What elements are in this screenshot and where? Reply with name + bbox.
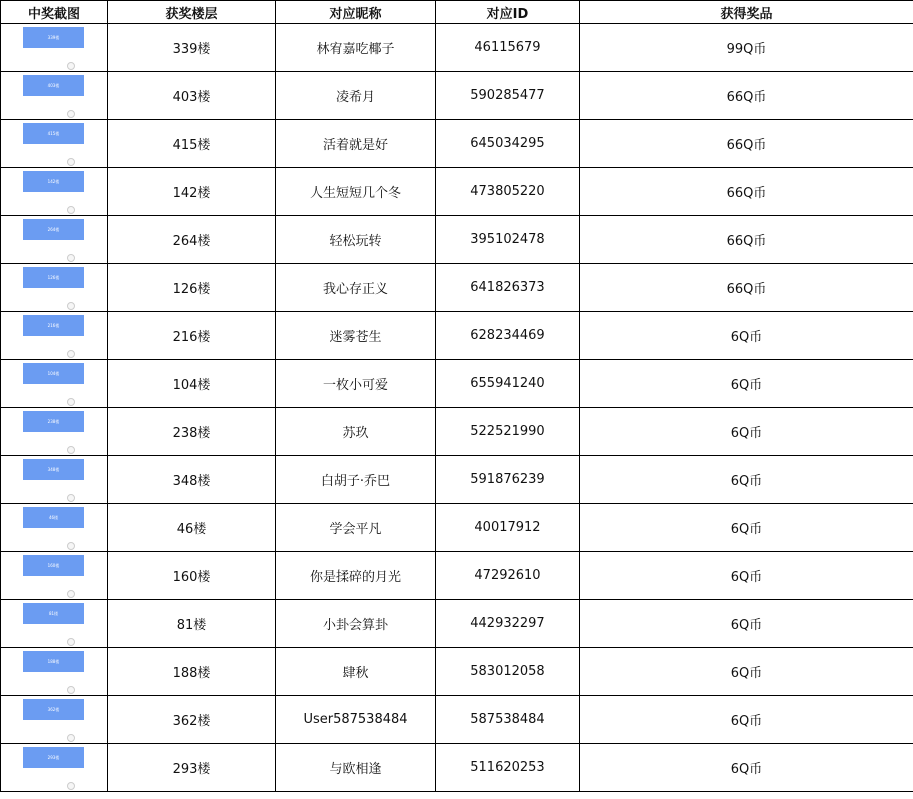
floor-cell: 403楼	[108, 72, 276, 120]
nickname-cell: 苏玖	[276, 408, 436, 456]
floor-cell: 188楼	[108, 648, 276, 696]
thumbnail-toggle-icon	[67, 350, 75, 358]
thumbnail-toggle-icon	[67, 590, 75, 598]
id-cell: 645034295	[436, 120, 580, 168]
table-row	[1, 72, 913, 120]
thumbnail-toggle-icon	[67, 206, 75, 214]
prize-cell: 6Q币	[580, 360, 913, 408]
prize-cell: 66Q币	[580, 216, 913, 264]
nickname-cell: 一枚小可爱	[276, 360, 436, 408]
thumbnail-toggle-icon	[67, 734, 75, 742]
thumbnail-toggle-icon	[67, 494, 75, 502]
screenshot-cell	[1, 24, 108, 72]
id-cell: 628234469	[436, 312, 580, 360]
thumbnail-toggle-icon	[67, 542, 75, 550]
floor-cell: 293楼	[108, 744, 276, 792]
thumbnail-line	[23, 773, 83, 777]
thumbnail-floor-banner: 362楼	[23, 699, 84, 720]
thumbnail-floor-banner: 160楼	[23, 555, 84, 576]
header-id: 对应ID	[436, 1, 580, 24]
id-cell: 590285477	[436, 72, 580, 120]
id-cell: 46115679	[436, 24, 580, 72]
screenshot-cell	[1, 264, 108, 312]
thumbnail-toggle-icon	[67, 686, 75, 694]
prize-cell: 6Q币	[580, 456, 913, 504]
thumbnail-floor-banner: 293楼	[23, 747, 84, 768]
table-row	[1, 168, 913, 216]
winning-screenshot-thumbnail[interactable]	[21, 363, 85, 405]
table-row	[1, 648, 913, 696]
floor-cell: 339楼	[108, 24, 276, 72]
nickname-cell: 白胡子·乔巴	[276, 456, 436, 504]
id-cell: 511620253	[436, 744, 580, 792]
nickname-cell: 活着就是好	[276, 120, 436, 168]
screenshot-cell	[1, 216, 108, 264]
table-row	[1, 552, 913, 600]
prize-cell: 66Q币	[580, 72, 913, 120]
table-row	[1, 408, 913, 456]
winning-screenshot-thumbnail[interactable]	[21, 171, 85, 213]
thumbnail-line	[23, 725, 83, 729]
thumbnail-line	[23, 149, 83, 153]
nickname-cell: 小卦会算卦	[276, 600, 436, 648]
screenshot-cell	[1, 696, 108, 744]
thumbnail-line	[23, 629, 83, 633]
table-row	[1, 312, 913, 360]
prize-cell: 6Q币	[580, 552, 913, 600]
floor-cell: 126楼	[108, 264, 276, 312]
nickname-cell: 凌希月	[276, 72, 436, 120]
floor-cell: 142楼	[108, 168, 276, 216]
nickname-cell: 人生短短几个冬	[276, 168, 436, 216]
screenshot-cell	[1, 312, 108, 360]
id-cell: 473805220	[436, 168, 580, 216]
thumbnail-floor-banner: 403楼	[23, 75, 84, 96]
table-row	[1, 24, 913, 72]
prize-cell: 6Q币	[580, 744, 913, 792]
screenshot-cell	[1, 120, 108, 168]
winning-screenshot-thumbnail[interactable]	[21, 27, 85, 69]
screenshot-cell	[1, 408, 108, 456]
header-screenshot: 中奖截图	[1, 1, 108, 24]
id-cell: 583012058	[436, 648, 580, 696]
thumbnail-line	[23, 53, 83, 57]
header-floor: 获奖楼层	[108, 1, 276, 24]
id-cell: 40017912	[436, 504, 580, 552]
nickname-cell: 轻松玩转	[276, 216, 436, 264]
id-cell: 442932297	[436, 600, 580, 648]
table-row	[1, 696, 913, 744]
prize-cell: 6Q币	[580, 696, 913, 744]
nickname-cell: 我心存正义	[276, 264, 436, 312]
table-row	[1, 456, 913, 504]
winning-screenshot-thumbnail[interactable]	[21, 603, 85, 645]
floor-cell: 362楼	[108, 696, 276, 744]
winning-screenshot-thumbnail[interactable]	[21, 411, 85, 453]
screenshot-cell	[1, 504, 108, 552]
thumbnail-toggle-icon	[67, 446, 75, 454]
prize-cell: 6Q币	[580, 312, 913, 360]
thumbnail-line	[23, 533, 83, 537]
table-row	[1, 600, 913, 648]
nickname-cell: 林宥嘉吃椰子	[276, 24, 436, 72]
thumbnail-toggle-icon	[67, 158, 75, 166]
thumbnail-line	[23, 197, 83, 201]
floor-cell: 81楼	[108, 600, 276, 648]
table-row	[1, 216, 913, 264]
prize-cell: 6Q币	[580, 408, 913, 456]
thumbnail-line	[23, 389, 83, 393]
winning-screenshot-thumbnail[interactable]	[21, 75, 85, 117]
thumbnail-toggle-icon	[67, 398, 75, 406]
thumbnail-toggle-icon	[67, 302, 75, 310]
screenshot-cell	[1, 72, 108, 120]
winning-screenshot-thumbnail[interactable]	[21, 651, 85, 693]
header-row	[1, 1, 913, 24]
nickname-cell: 迷雾苍生	[276, 312, 436, 360]
prize-cell: 6Q币	[580, 648, 913, 696]
winning-screenshot-thumbnail[interactable]	[21, 555, 85, 597]
prize-cell: 66Q币	[580, 120, 913, 168]
thumbnail-floor-banner: 415楼	[23, 123, 84, 144]
thumbnail-toggle-icon	[67, 638, 75, 646]
thumbnail-floor-banner: 339楼	[23, 27, 84, 48]
thumbnail-floor-banner: 264楼	[23, 219, 84, 240]
thumbnail-floor-banner: 238楼	[23, 411, 84, 432]
winning-screenshot-thumbnail[interactable]	[21, 267, 85, 309]
winning-screenshot-thumbnail[interactable]	[21, 219, 85, 261]
winning-screenshot-thumbnail[interactable]	[21, 747, 85, 789]
table-row	[1, 264, 913, 312]
prize-cell: 99Q币	[580, 24, 913, 72]
thumbnail-line	[23, 293, 83, 297]
table-row	[1, 744, 913, 792]
prize-cell: 6Q币	[580, 600, 913, 648]
thumbnail-line	[23, 485, 83, 489]
prize-cell: 66Q币	[580, 264, 913, 312]
table-row	[1, 504, 913, 552]
thumbnail-line	[23, 101, 83, 105]
nickname-cell: 与欧相逢	[276, 744, 436, 792]
thumbnail-floor-banner: 81楼	[23, 603, 84, 624]
winning-screenshot-thumbnail[interactable]	[21, 123, 85, 165]
thumbnail-floor-banner: 46楼	[23, 507, 84, 528]
nickname-cell: 肆秋	[276, 648, 436, 696]
floor-cell: 216楼	[108, 312, 276, 360]
thumbnail-toggle-icon	[67, 254, 75, 262]
thumbnail-line	[23, 245, 83, 249]
screenshot-cell	[1, 744, 108, 792]
id-cell: 587538484	[436, 696, 580, 744]
header-nickname: 对应昵称	[276, 1, 436, 24]
floor-cell: 238楼	[108, 408, 276, 456]
prize-cell: 6Q币	[580, 504, 913, 552]
id-cell: 655941240	[436, 360, 580, 408]
id-cell: 591876239	[436, 456, 580, 504]
floor-cell: 160楼	[108, 552, 276, 600]
winning-screenshot-thumbnail[interactable]	[21, 459, 85, 501]
thumbnail-floor-banner: 216楼	[23, 315, 84, 336]
nickname-cell: User587538484	[276, 696, 436, 744]
thumbnail-floor-banner: 104楼	[23, 363, 84, 384]
thumbnail-toggle-icon	[67, 110, 75, 118]
id-cell: 47292610	[436, 552, 580, 600]
prize-cell: 66Q币	[580, 168, 913, 216]
floor-cell: 104楼	[108, 360, 276, 408]
floor-cell: 415楼	[108, 120, 276, 168]
table-row	[1, 360, 913, 408]
screenshot-cell	[1, 648, 108, 696]
thumbnail-floor-banner: 126楼	[23, 267, 84, 288]
thumbnail-floor-banner: 188楼	[23, 651, 84, 672]
thumbnail-line	[23, 677, 83, 681]
thumbnail-floor-banner: 348楼	[23, 459, 84, 480]
thumbnail-toggle-icon	[67, 782, 75, 790]
thumbnail-line	[23, 341, 83, 345]
table-row	[1, 120, 913, 168]
id-cell: 395102478	[436, 216, 580, 264]
nickname-cell: 你是揉碎的月光	[276, 552, 436, 600]
thumbnail-line	[23, 437, 83, 441]
nickname-cell: 学会平凡	[276, 504, 436, 552]
screenshot-cell	[1, 456, 108, 504]
header-prize: 获得奖品	[580, 1, 913, 24]
thumbnail-toggle-icon	[67, 62, 75, 70]
floor-cell: 46楼	[108, 504, 276, 552]
screenshot-cell	[1, 600, 108, 648]
id-cell: 522521990	[436, 408, 580, 456]
thumbnail-floor-banner: 142楼	[23, 171, 84, 192]
floor-cell: 264楼	[108, 216, 276, 264]
screenshot-cell	[1, 552, 108, 600]
screenshot-cell	[1, 168, 108, 216]
winning-screenshot-thumbnail[interactable]	[21, 315, 85, 357]
thumbnail-line	[23, 581, 83, 585]
winning-screenshot-thumbnail[interactable]	[21, 507, 85, 549]
winning-screenshot-thumbnail[interactable]	[21, 699, 85, 741]
floor-cell: 348楼	[108, 456, 276, 504]
id-cell: 641826373	[436, 264, 580, 312]
screenshot-cell	[1, 360, 108, 408]
